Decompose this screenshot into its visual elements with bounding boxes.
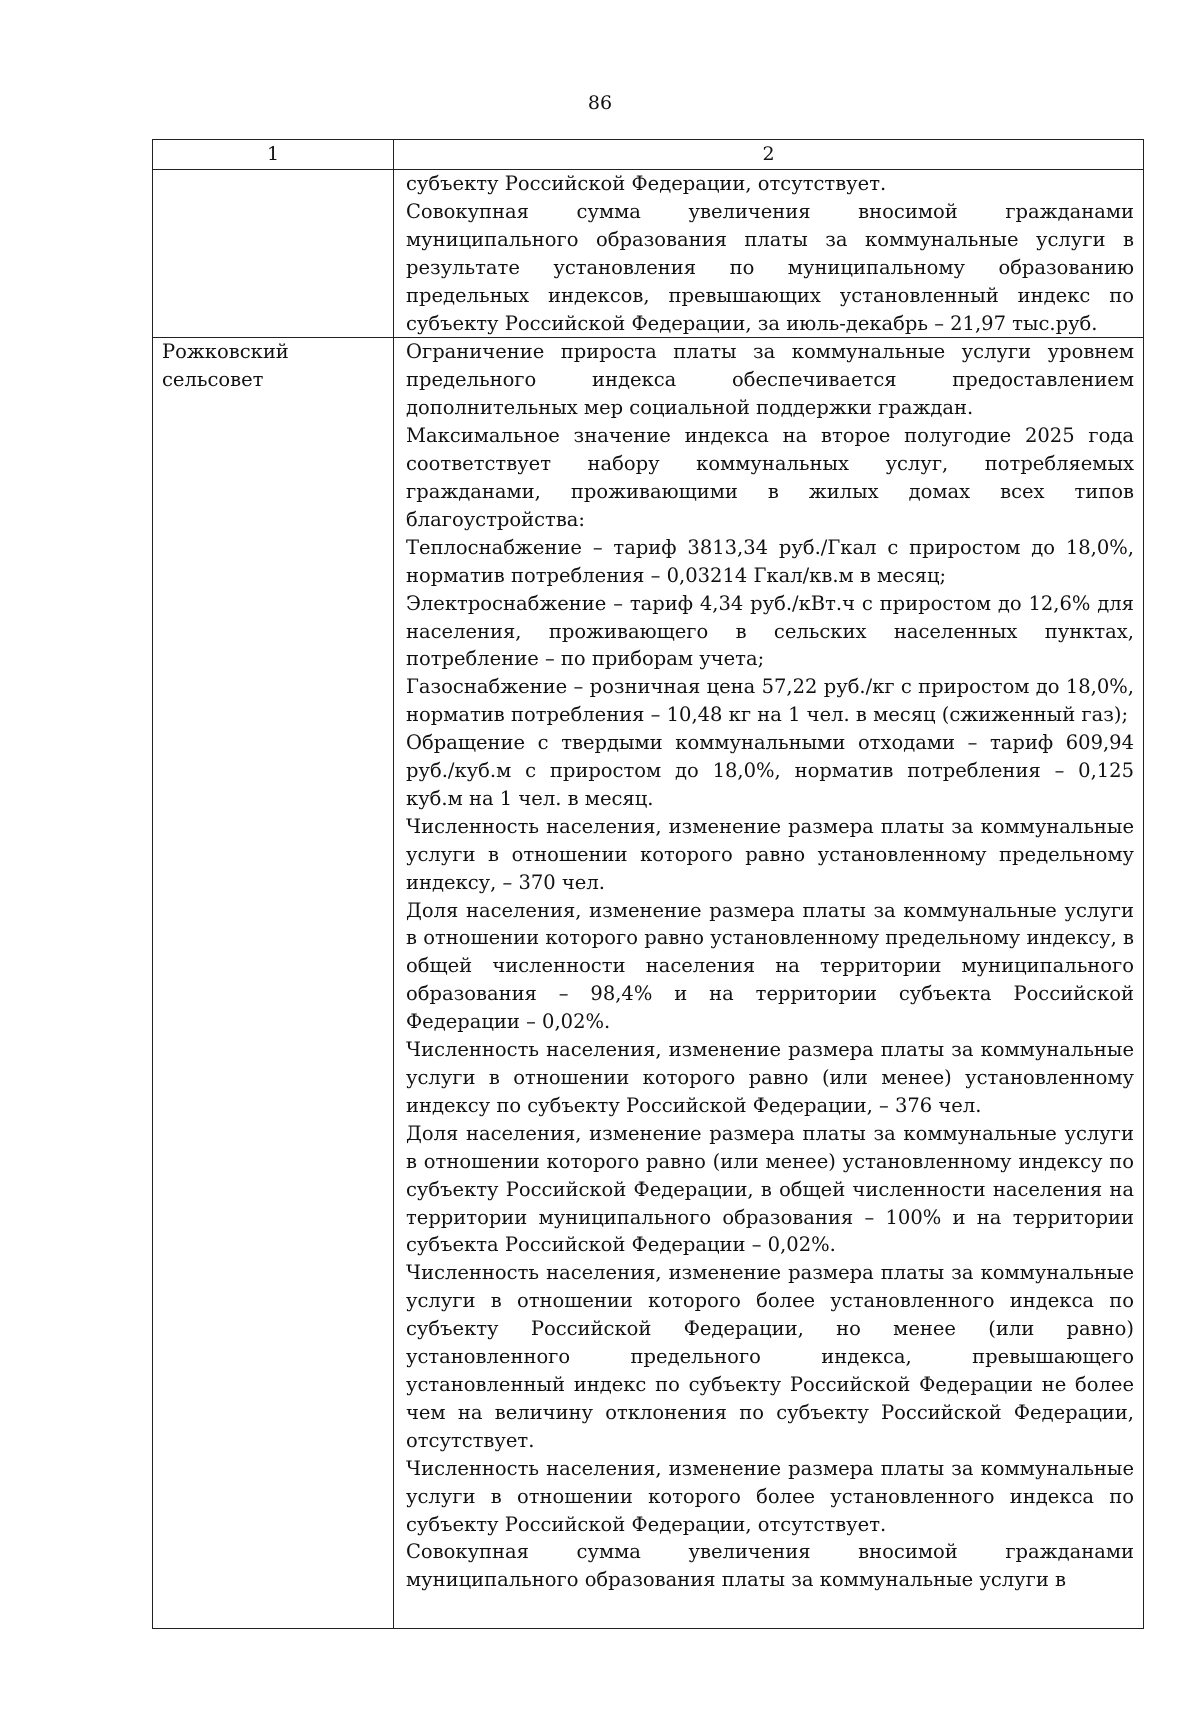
page-number: 86 (587, 92, 613, 114)
header-label-1: 1 (266, 143, 280, 165)
header-label-2: 2 (762, 143, 775, 165)
row-text (394, 338, 1143, 1628)
paragraph: Ограничение прироста платы за коммунальные услуги уровнем предельного индекса обеспечивается предоставлением дополнительных мер социальной поддержки граждан. (406, 340, 1134, 420)
row-label-cell (153, 338, 394, 1629)
paragraph: Численность населения, изменение размера платы за коммунальные услуги в отношении которого равно установленному предельному индексу, – 370 чел. (406, 814, 1134, 894)
paragraph: Доля населения, изменение размера платы за коммунальные услуги в отношении которого равно (или менее) установленному индексу по субъекту Российской Федерации, в общей численности населения на территории муниципального образования – 100% и на территории субъекта Российской Федерации – 0,02%. (406, 1121, 1134, 1257)
paragraph: Численность населения, изменение размера платы за коммунальные услуги в отношении которого равно (или менее) установленному индексу по субъекту Российской Федерации, – 376 чел. (406, 1038, 1134, 1117)
paragraph: Совокупная сумма увеличения вносимой гражданами муниципального образования платы за коммунальные услуги в результате установления по муниципальному образованию предельных индексов, превышающих установленный индекс по субъекту Российской Федерации, за июль-декабрь – 21,97 тыс.руб. (406, 199, 1134, 335)
paragraph: Обращение с твердыми коммунальными отходами – тариф 609,94 руб./куб.м с приростом до 18,0%, норматив потребления – 0,125 куб.м на 1 чел. в месяц. (406, 731, 1134, 810)
paragraph: Электроснабжение – тариф 4,34 руб./кВт.ч с приростом до 12,6% для населения, проживающего в сельских населенных пунктах, потребление – по приборам учета; (406, 591, 1134, 671)
row-text-cell (394, 170, 1144, 338)
row-label: Рожковский сельсовет (162, 340, 289, 392)
paragraph: Теплоснабжение – тариф 3813,34 руб./Гкал с приростом до 18,0%, норматив потребления – 0,03214 Гкал/кв.м в месяц; (406, 535, 1134, 587)
paragraph: Газоснабжение – розничная цена 57,22 руб./кг с приростом до 18,0%, норматив потребления – 10,48 кг на 1 чел. в месяц (сжиженный газ); (406, 675, 1134, 727)
paragraph: Максимальное значение индекса на второе полугодие 2025 года соответствует набору коммунальных услуг, потребляемых гражданами, проживающими в жилых домах всех типов благоустройства: (406, 424, 1134, 531)
header-cell-1 (153, 140, 394, 170)
paragraph: Совокупная сумма увеличения вносимой гражданами муниципального образования платы за коммунальные услуги в (406, 1540, 1134, 1592)
paragraph: Численность населения, изменение размера платы за коммунальные услуги в отношении которого более установленного индекса по субъекту Российской Федерации, но менее (или равно) установленного предельного индекса, превышающего установленный индекс по субъекту Российской Федерации не более чем на величину отклонения по субъекту Российской Федерации, отсутствует. (406, 1261, 1134, 1452)
paragraph: субъекту Российской Федерации, отсутствует. (406, 172, 887, 195)
table-header-row (153, 140, 1144, 170)
document-table (152, 139, 1144, 1629)
paragraph: Численность населения, изменение размера платы за коммунальные услуги в отношении которого более установленного индекса по субъекту Российской Федерации, отсутствует. (406, 1456, 1134, 1536)
row-text-cell (394, 338, 1144, 1629)
row-label-cell (153, 170, 394, 338)
paragraph: Доля населения, изменение размера платы за коммунальные услуги в отношении которого равно установленному предельному индексу, в общей численности населения на территории муниципального образования – 98,4% и на территории субъекта Российской Федерации – 0,02%. (406, 898, 1134, 1034)
table-row (153, 170, 1144, 338)
table-row (153, 338, 1144, 1629)
header-cell-2 (394, 140, 1144, 170)
row-text (394, 170, 1143, 337)
